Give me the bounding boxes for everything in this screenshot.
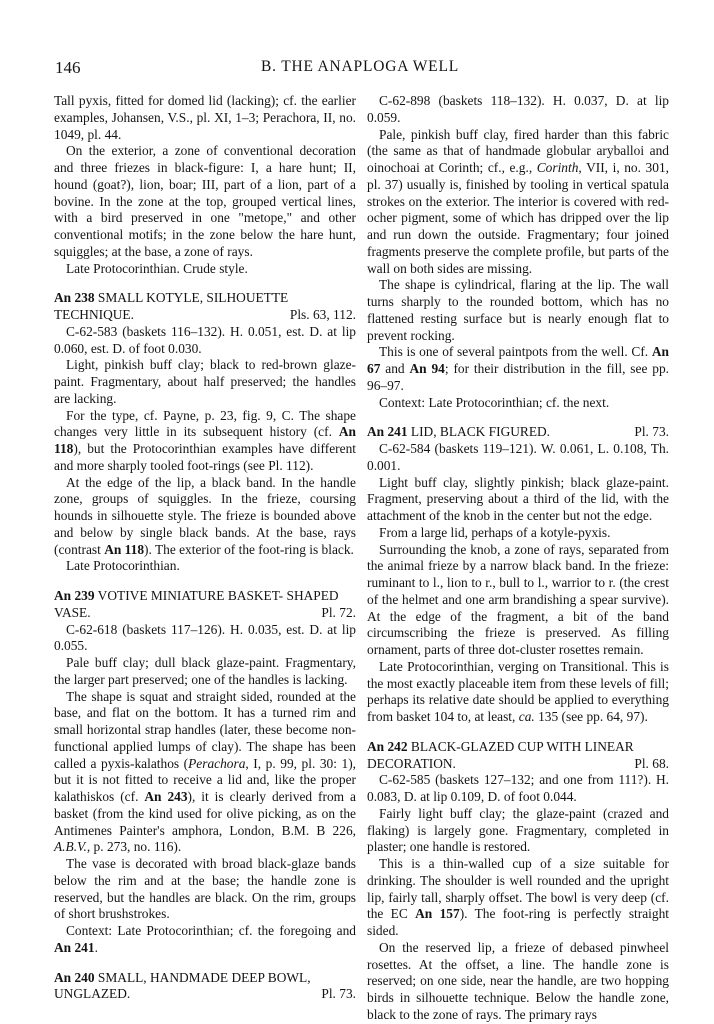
- paragraph: Pale buff clay; dull black glaze-paint. Fragmentary, the larger part preserved; one of the handles is lacking.: [54, 655, 356, 687]
- paragraph: The shape is cylindrical, flaring at the lip. The wall turns sharply to the rounded bottom, which has no flattened resting surface but is nearly enough flat to prevent rocking.: [367, 277, 669, 343]
- entry-an241: [367, 424, 669, 726]
- entry-title: An 238 SMALL KOTYLE, SILHOUETTE: [54, 290, 289, 306]
- cross-reference: An 94: [409, 361, 445, 376]
- plate-reference: Pls. 63, 112.: [289, 307, 356, 322]
- catalog-number: An 238: [54, 290, 95, 306]
- paragraph: The shape is squat and straight sided, rounded at the base, and flat on the bottom. It has a turned rim and small horizontal strap handles (later, these become non-functional applied lumps of clay). The shape has been called a pyxis-kalathos (Perachora, I, p. 99, pl. 30: 1), but it is not fitted to receive a lid and, like the proper kalathiskos (cf. An 243), it is clearly derived from a basket (from the kind used for olive picking, as on the Antimenes Painter's amphora, London, B.M. B 226, A.B.V., p. 273, no. 116).: [54, 688, 357, 855]
- catalog-number: An 239: [54, 588, 95, 603]
- cross-reference: An 157: [415, 906, 460, 922]
- plate-reference: Pl. 68.: [634, 755, 669, 771]
- page-number: 146: [55, 58, 81, 77]
- paragraph: Surrounding the knob, a zone of rays, separated from the animal frieze by a narrow black band. In the frieze: ruminant to l., lion to r., bull to l., warrior to r. (the crest of the helmet and one arm brandishing a spear survive). At the edge of the fragment, a bit of the band circumscribing the frieze is preserved. As filling ornament, parts of three dot-cluster rosettes remain.: [367, 541, 669, 657]
- paragraph: C-62-584 (baskets 119–121). W. 0.061, L. 0.108, Th. 0.001.: [367, 441, 669, 473]
- paragraph: C-62-898 (baskets 118–132). H. 0.037, D. at lip 0.059.: [367, 93, 669, 125]
- cross-reference: An 118: [54, 424, 356, 456]
- entry-title: An 239 VOTIVE MINIATURE BASKET- SHAPED: [54, 588, 339, 603]
- intro-paragraph: Late Protocorinthian. Crude style.: [66, 260, 248, 276]
- entry-title-line: An 241 LID, BLACK FIGURED. Pl. 73.: [367, 424, 669, 440]
- entry-an240: [54, 970, 356, 1004]
- cross-reference: An 241: [54, 939, 95, 955]
- paragraph: For the type, cf. Payne, p. 23, fig. 9, C. The shape changes very little in its subsequent history (cf. An 118), but the Protocorinthian examples have different and more sharply tooled foot-rings (see Pl. 112).: [54, 407, 356, 473]
- paragraph: Light buff clay, slightly pinkish; black glaze-paint. Fragment, preserving about a third of the lid, with the attachment of the knob in the center but not the edge.: [367, 474, 669, 523]
- paragraph: C-62-583 (baskets 116–132). H. 0.051, est. D. at lip 0.060, est. D. of foot 0.030.: [54, 323, 356, 356]
- paragraph: Context: Late Protocorinthian; cf. the foregoing and An 241.: [54, 923, 356, 955]
- paragraph: From a large lid, perhaps of a kotyle-pyxis.: [379, 524, 611, 540]
- paragraph: Late Protocorinthian.: [66, 558, 180, 574]
- plate-reference: Pl. 73.: [634, 424, 669, 440]
- entry-title-line: DECORATION. Pl. 68.: [367, 755, 669, 771]
- entry-title-line: UNGLAZED. Pl. 73.: [54, 986, 356, 1002]
- entry-an238: [54, 290, 356, 575]
- catalog-number: An 240: [54, 969, 95, 985]
- cross-reference: An 67: [367, 344, 669, 376]
- paragraph: Context: Late Protocorinthian; cf. the next.: [379, 394, 610, 410]
- page-header: [55, 58, 665, 82]
- entry-title: An 240 SMALL, HANDMADE DEEP BOWL,: [54, 969, 311, 985]
- plate-reference: Pl. 72.: [321, 604, 356, 620]
- paragraph: Light, pinkish buff clay; black to red-brown glaze-paint. Fragmentary, about half preserved; the handles are lacking.: [54, 357, 356, 406]
- cross-reference: An 118: [104, 541, 145, 557]
- intro-paragraph: Tall pyxis, fitted for domed lid (lacking); cf. the earlier examples, Johansen, V.S., pl. XI, 1–3; Perachora, II, no. 1049, pl. 44.: [54, 93, 356, 142]
- paragraph: The vase is decorated with broad black-glaze bands below the rim and at the base; the handle zone is reserved, but the handles are black. On the rim, groups of short brushstrokes.: [54, 856, 356, 922]
- cross-reference: An 243: [144, 789, 188, 804]
- right-column: [367, 93, 669, 1024]
- entry-an239: [54, 588, 356, 957]
- paragraph: At the edge of the lip, a black band. In the handle zone, groups of squiggles. In the frieze, coursing hounds in silhouette style. The frieze is bounded above and below by single black bands. At the base, rays (contrast An 118). The exterior of the foot-ring is black.: [54, 474, 356, 557]
- entry-an242: [367, 739, 669, 1024]
- paragraph: Pale, pinkish buff clay, fired harder than this fabric (the same as that of handmade globular aryballoi and oinochoai at Corinth; cf., e.g., Corinth, VII, i, no. 301, pl. 37) usually is, finished by tooling in vertical spatula strokes on the exterior. The interior is covered with red-ocher pigment, some of which has dripped over the lip and run down the outside. Fragmentary; four joined fragments preserve the complete profile, but parts of the wall on both sides are missing.: [367, 126, 669, 276]
- paragraph: On the reserved lip, a frieze of debased pinwheel rosettes. At the offset, a line. The handle zone is reserved; on one side, near the handle, are two hopping birds in silhouette technique. Below the handle zone, black to the zone of rays. The primary rays: [367, 939, 669, 1022]
- entry-title: An 242 BLACK-GLAZED CUP WITH LINEAR: [367, 738, 634, 754]
- paragraph: Late Protocorinthian, verging on Transitional. This is the most exactly placeable item from these levels of fill; perhaps its relative date should be applied to everything from basket 104 to, at least, ca. 135 (see pp. 64, 97).: [367, 658, 669, 724]
- paragraph: C-62-618 (baskets 117–126). H. 0.035, est. D. at lip 0.055.: [54, 621, 356, 654]
- catalog-number: An 241: [367, 424, 408, 440]
- paragraph: C-62-585 (baskets 127–132; and one from 111?). H. 0.083, D. at lip 0.109, D. of foot 0.044.: [367, 772, 669, 804]
- running-head: B. THE ANAPLOGA WELL: [261, 58, 459, 75]
- paragraph: Fairly light buff clay; the glaze-paint (crazed and flaking) is largely gone. Fragmentary, completed in plaster; one handle is restored.: [367, 805, 669, 855]
- left-column: [54, 93, 356, 1003]
- entry-an240-continued: [367, 93, 669, 411]
- paragraph: This is one of several paintpots from the well. Cf. An 67 and An 94; for their distribution in the fill, see pp. 96–97.: [367, 344, 669, 393]
- intro-paragraph: On the exterior, a zone of conventional decoration and three friezes in black-figure: I, a hare hunt; II, hound (goat?), lion, boar; III, part of a lion, part of a bovine. In the zone at the top, grouped vertical lines, with a bird preserved in one "metope," and other conventional motifs; in the zone below the hare hunt, squiggles; at the base, a zone of rays.: [54, 143, 356, 259]
- paragraph: This is a thin-walled cup of a size suitable for drinking. The shoulder is well rounded and the upright lip, fairly tall, sharply offset. The bowl is very deep (cf. the EC An 157). The foot-ring is perfectly straight sided.: [367, 856, 669, 938]
- entry-title-line: VASE. Pl. 72.: [54, 604, 356, 620]
- entry-title-line: TECHNIQUE. Pls. 63, 112.: [54, 307, 356, 322]
- catalog-number: An 242: [367, 738, 408, 754]
- plate-reference: Pl. 73.: [321, 986, 356, 1002]
